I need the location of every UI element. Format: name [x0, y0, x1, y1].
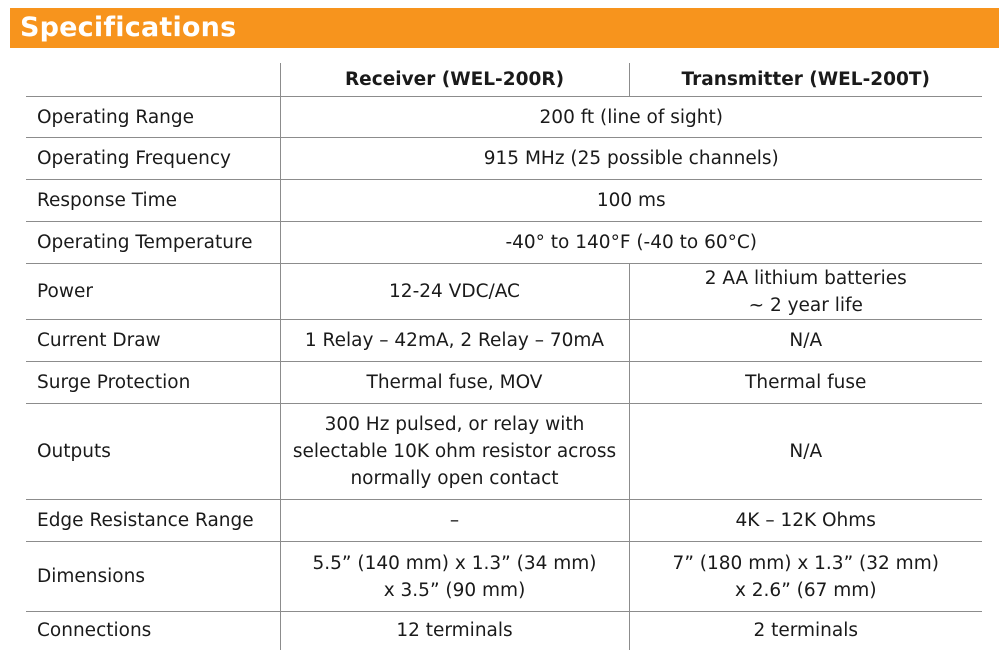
- table-row: [26, 612, 982, 650]
- specifications-table: [26, 63, 982, 650]
- cell-line: N/A: [789, 330, 823, 351]
- cell-line: 12 terminals: [396, 620, 513, 642]
- row-value-receiver: [280, 542, 629, 612]
- cell-line: –: [449, 510, 460, 531]
- cell-line: Thermal fuse, MOV: [366, 372, 543, 393]
- table-row: [26, 180, 982, 222]
- cell-line: 7” (180 mm) x 1.3” (32 mm): [672, 552, 939, 574]
- cell-line: 5.5” (140 mm) x 1.3” (34 mm): [312, 552, 597, 574]
- row-value-receiver: [280, 320, 629, 362]
- cell-line: 1 Relay – 42mA, 2 Relay – 70mA: [304, 330, 605, 351]
- row-value-transmitter: [629, 404, 982, 500]
- row-value-transmitter: [629, 264, 982, 320]
- table-row: [26, 404, 982, 500]
- cell-line: ~ 2 year life: [748, 294, 863, 316]
- cell-line: selectable 10K ohm resistor across: [292, 441, 617, 462]
- row-value-receiver: [280, 404, 629, 500]
- cell-line: N/A: [789, 441, 823, 462]
- row-value-shared: 100 ms: [280, 180, 982, 222]
- row-label: Operating Range: [26, 97, 280, 138]
- table-row: [26, 362, 982, 404]
- cell-line: 2 AA lithium batteries: [704, 267, 907, 289]
- row-value-shared: 915 MHz (25 possible channels): [280, 138, 982, 180]
- table-row: [26, 320, 982, 362]
- row-label: Edge Resistance Range: [26, 500, 280, 542]
- column-header-transmitter: Transmitter (WEL-200T): [629, 63, 982, 97]
- table-row: [26, 500, 982, 542]
- cell-line: 12-24 VDC/AC: [389, 281, 520, 302]
- row-value-transmitter: [629, 542, 982, 612]
- row-label: Power: [26, 264, 280, 320]
- cell-line: normally open contact: [350, 468, 559, 489]
- section-header: [10, 8, 999, 48]
- row-label: Operating Temperature: [26, 222, 280, 264]
- table-row: [26, 97, 982, 138]
- table-header-row: [26, 63, 982, 97]
- cell-line: 300 Hz pulsed, or relay with: [324, 414, 585, 435]
- row-value-shared: 200 ft (line of sight): [280, 97, 982, 138]
- cell-line: 2 terminals: [753, 620, 859, 642]
- row-value-receiver: [280, 264, 629, 320]
- cell-line: x 2.6” (67 mm): [734, 579, 877, 601]
- row-label: Surge Protection: [26, 362, 280, 404]
- table-row: [26, 264, 982, 320]
- table-row: [26, 542, 982, 612]
- section-title: Specifications: [20, 12, 237, 43]
- row-value-receiver: [280, 612, 629, 650]
- row-value-transmitter: [629, 362, 982, 404]
- column-header-label: [26, 63, 280, 97]
- row-label: Current Draw: [26, 320, 280, 362]
- table-row: [26, 138, 982, 180]
- row-label: Operating Frequency: [26, 138, 280, 180]
- row-label: Response Time: [26, 180, 280, 222]
- row-value-transmitter: [629, 612, 982, 650]
- cell-line: Thermal fuse: [745, 372, 867, 393]
- cell-line: x 3.5” (90 mm): [383, 579, 526, 601]
- row-value-shared: -40° to 140°F (-40 to 60°C): [280, 222, 982, 264]
- row-label: Connections: [37, 620, 152, 642]
- table-row: [26, 222, 982, 264]
- cell-line: 4K – 12K Ohms: [735, 510, 876, 531]
- row-value-transmitter: [629, 320, 982, 362]
- row-label: Dimensions: [26, 542, 280, 612]
- row-value-transmitter: [629, 500, 982, 542]
- row-value-receiver: [280, 362, 629, 404]
- column-header-receiver: Receiver (WEL-200R): [280, 63, 629, 97]
- row-value-receiver: [280, 500, 629, 542]
- row-label: Outputs: [26, 404, 280, 500]
